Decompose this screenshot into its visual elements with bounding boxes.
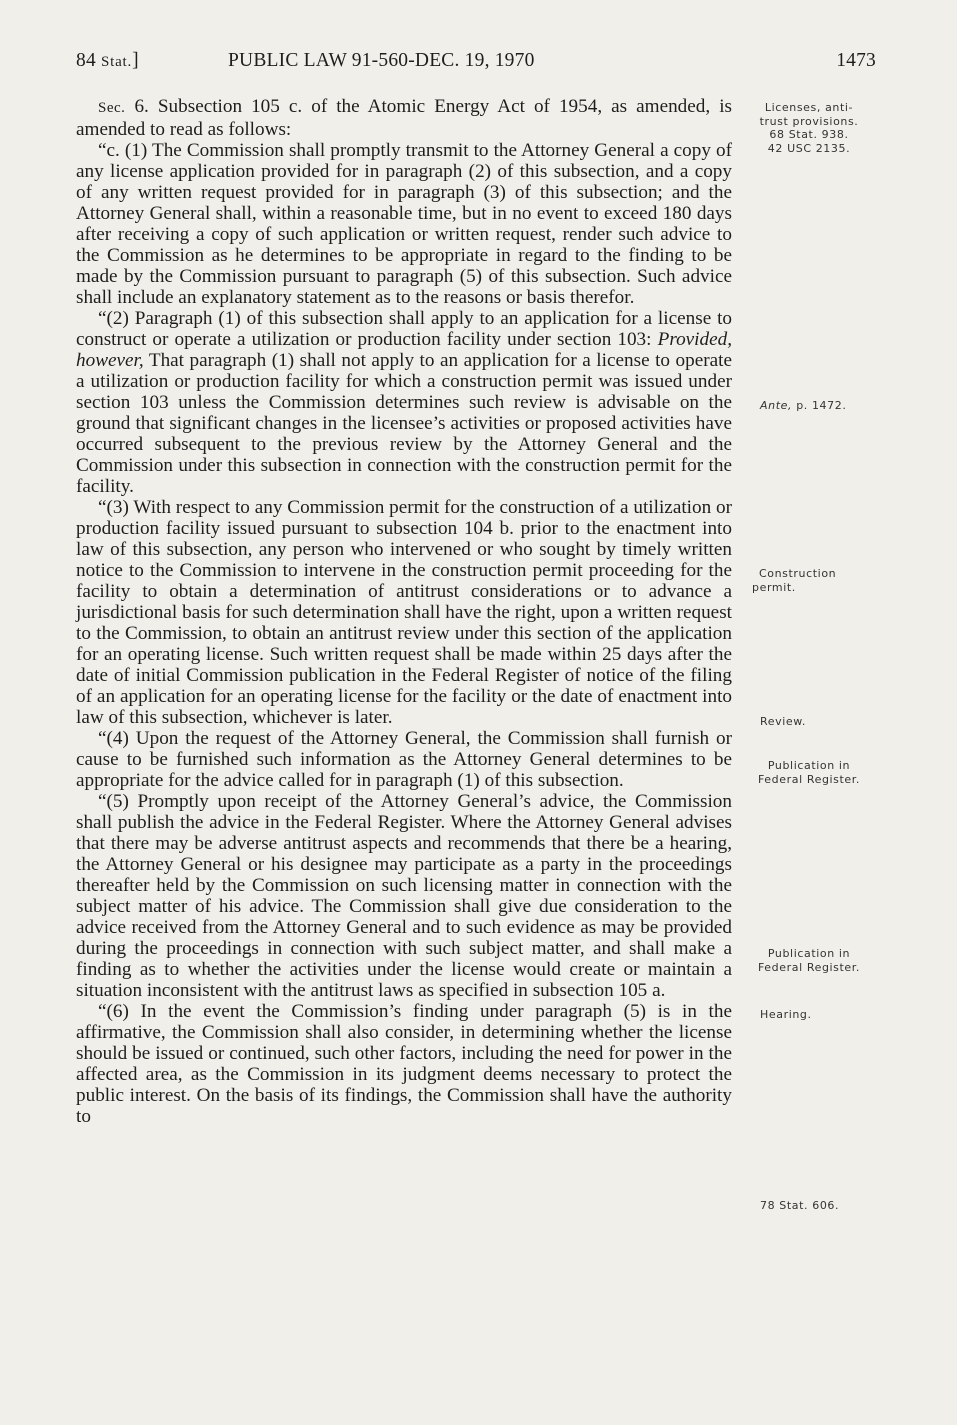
paragraph-text: 6. Subsection 105 c. of the Atomic Energy Act of 1954, as amended, is amended to read as follows:	[76, 96, 733, 140]
paragraph-c1: “c. (1) The Commission shall promptly transmit to the Attorney General a copy of any license application provided for in paragraph (2) of this subsection, and a copy of any written request provided for in paragraph (3) of this subsection; and the Attorney General shall, within a reasonable time, but in no event to exceed 180 days after receiving a copy of such application or written request, render such advice to the Commission as he determines to be appropriate in regard to the finding to be made by the Commission pursuant to paragraph (5) of this subsection. Such advice shall include an explanatory statement as to the reasons or basis therefor.	[76, 140, 732, 308]
margin-note-78-stat: 78 Stat. 606.	[760, 1199, 840, 1212]
margin-note-line: Construction	[759, 567, 837, 580]
paragraph-section-6	[76, 96, 732, 140]
margin-note-line: Federal Register.	[757, 960, 861, 974]
page-number: 1473	[836, 50, 876, 71]
margin-note-publication-2	[742, 947, 876, 974]
margin-note-line: Licenses, anti-	[764, 101, 854, 114]
stat-citation	[76, 50, 139, 72]
margin-note-line: p. 1472.	[796, 399, 847, 412]
margin-note-line: Publication in	[767, 759, 851, 772]
margin-note-line: trust provisions.	[759, 114, 859, 128]
paragraph-c2	[76, 308, 732, 497]
margin-note-licenses	[742, 101, 876, 155]
paragraph-text: “(2) Paragraph (1) of this subsection shall apply to an application for a license to construct or operate a utilization or production facility under section 103:	[76, 308, 732, 350]
margin-note-line: Publication in	[767, 947, 851, 960]
margin-note-review: Review.	[760, 715, 806, 728]
margin-note-line: Federal Register.	[757, 772, 861, 786]
stat-label: Stat.	[100, 54, 133, 70]
margin-note-publication-1	[742, 759, 876, 786]
margin-note-line: 68 Stat. 938.	[769, 128, 849, 141]
proviso-italic: Provided, however,	[76, 329, 733, 371]
volume-number: 84	[76, 50, 96, 71]
margin-note-italic: Ante,	[760, 399, 793, 412]
law-title: PUBLIC LAW 91-560-DEC. 19, 1970	[228, 50, 535, 71]
margin-note-hearing: Hearing.	[760, 1008, 812, 1021]
margin-note-line: 42 USC 2135.	[767, 141, 851, 155]
margin-note-line: permit.	[752, 580, 796, 594]
paragraph-c5: “(5) Promptly upon receipt of the Attorney General’s advice, the Commission shall publish the advice in the Federal Register. Where the Attorney General advises that there may be adverse antitrust aspects and recommends that there be a hearing, the Attorney General or his designee may participate as a party in the proceedings thereafter held by the Commission on such licensing matter in connection with the subject matter of his advice. The Commission shall give due consideration to the advice received from the Attorney General and to such evidence as may be provided during the proceedings in connection with such subject matter, and shall make a finding as to whether the activities under the license would create or maintain a situation inconsistent with the antitrust laws as specified in subsection 105 a.	[76, 791, 732, 1001]
margin-note-ante	[760, 399, 870, 413]
section-label: Sec.	[98, 100, 126, 116]
header-bracket: ]	[132, 50, 139, 71]
margin-note-construction	[752, 567, 872, 594]
running-header	[76, 50, 876, 80]
paragraph-c6: “(6) In the event the Commission’s finding under paragraph (5) is in the affirmative, the Commission shall also consider, in determining whether the license should be issued or continued, such other factors, including the need for power in the affected area, as the Commission in its judgment deems necessary to protect the public interest. On the basis of its findings, the Commission shall have the authority to	[76, 1001, 732, 1127]
paragraph-c3: “(3) With respect to any Commission permit for the construction of a utilization or production facility issued pursuant to subsection 104 b. prior to the enactment into law of this subsection, any person who intervened or who sought by timely written notice to the Commission to intervene in the construction permit proceeding for the facility to obtain a determination of antitrust considerations or to advance a jurisdictional basis for such determination shall have the right, upon a written request to the Commission, to obtain an antitrust review under this section of the application for an operating license. Such written request shall be made within 25 days after the date of initial Commission publication in the Federal Register of notice of the filing of an application for an operating license for the facility or the date of enactment into law of this subsection, whichever is later.	[76, 497, 732, 728]
body-text	[76, 96, 732, 1127]
paragraph-text: That paragraph (1) shall not apply to an application for a license to operate a utilization or production facility for which a construction permit was issued under section 103 unless the Commission determines such review is advisable on the ground that significant changes in the licensee’s activities or proposed activities have occurred subsequent to the previous review by the Attorney General and the Commission under this subsection in connection with the construction permit for the facility.	[76, 350, 732, 497]
paragraph-c4: “(4) Upon the request of the Attorney General, the Commission shall furnish or cause to be furnished such information as the Attorney General determines to be appropriate for the advice called for in paragraph (1) of this subsection.	[76, 728, 732, 791]
